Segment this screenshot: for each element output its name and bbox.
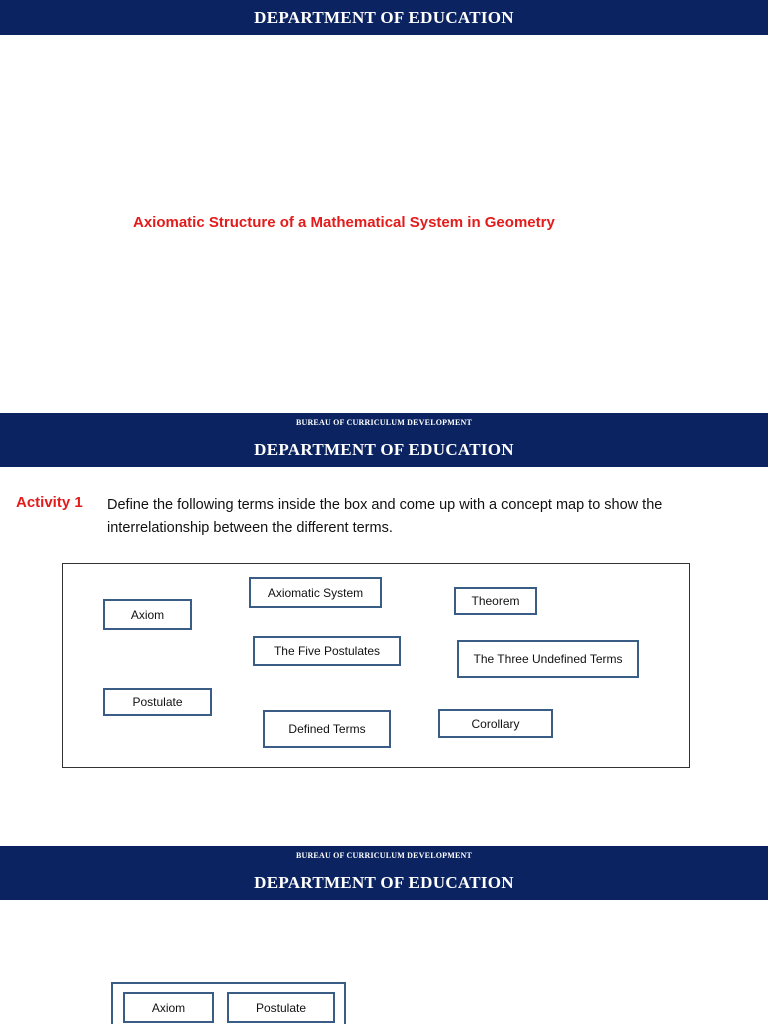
slide1-title: Axiomatic Structure of a Mathematical System in Geometry (133, 214, 555, 231)
term-box-corollary: Corollary (438, 709, 553, 738)
slide2-header: DEPARTMENT OF EDUCATION (0, 432, 768, 467)
term-box-axiomatic-system: Axiomatic System (249, 577, 382, 608)
term-box-postulate-map: Postulate (227, 992, 335, 1023)
activity-instructions: Define the following terms inside the box and come up with a concept map to show the interrelationship between the different terms. (107, 497, 663, 536)
term-box-three-undefined-terms: The Three Undefined Terms (457, 640, 639, 678)
term-box-axiom: Axiom (103, 599, 192, 630)
slide1-header: DEPARTMENT OF EDUCATION (0, 0, 768, 35)
slide1-footer: BUREAU OF CURRICULUM DEVELOPMENT (0, 413, 768, 432)
term-box-postulate: Postulate (103, 688, 212, 716)
term-box-axiom-map: Axiom (123, 992, 214, 1023)
term-box-defined-terms: Defined Terms (263, 710, 391, 748)
slide3-header: DEPARTMENT OF EDUCATION (0, 865, 768, 900)
term-box-theorem: Theorem (454, 587, 537, 615)
activity-label: Activity 1 (16, 494, 83, 511)
term-box-five-postulates: The Five Postulates (253, 636, 401, 666)
slide2-footer: BUREAU OF CURRICULUM DEVELOPMENT (0, 846, 768, 865)
